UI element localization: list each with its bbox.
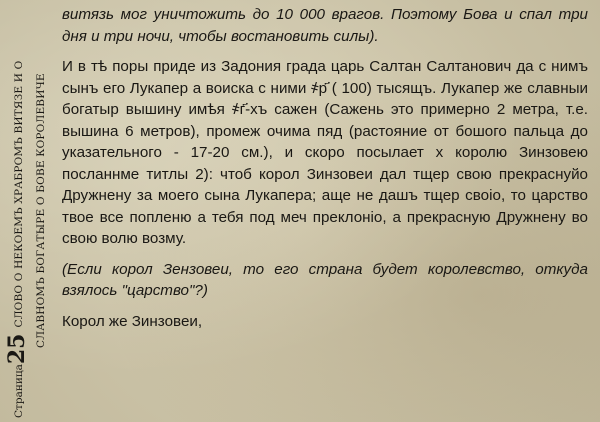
page-label: Страница xyxy=(13,364,25,418)
paragraph-2: И в тѣ поры приде из Задония града царь Салтан Салтанович да с нимъ сынъ его Лукапер а воиска с ними ҂р҃ ( 100) тысящъ. Лукапер же славныи богатыр вышину имѣя ҂г҃-хъ сажен (Сажень это примерно 2 метра, т.е. вышина 6 метров), промеж очима пяд (растояние от бошого пальца до указательного - 17-20 см.), и скоро посылает х королю Зинзовею посланнме титлы 2): чтоб корол Зинзовеи дал тщер свою прекраснуйо Дружнену за моего сына Лукапера; аще не дашъ тщер своio, то царство твое все попленю а тебя под меч преклонio, а прекрасную Дружнену во свою волю возму. xyxy=(62,58,588,247)
sidebar-rotated-text xyxy=(6,8,52,418)
paragraph-3: (Если корол Зензовеи, то его страна будет королевство, откуда взялось "царство"?) xyxy=(62,260,588,299)
paragraph-4: Корол же Зинзовеи, xyxy=(62,312,203,330)
sidebar-title-line-1: СЛОВО О НЕКОЕМЪ ХРАБРОМЪ ВИТЯЗЕ И О xyxy=(13,60,25,328)
main-text xyxy=(62,4,588,341)
sidebar-line-1 xyxy=(4,8,30,418)
page-number: 25 xyxy=(4,333,30,365)
sidebar xyxy=(0,0,58,422)
paragraph-1: витязь мог уничтожить до 10 000 врагов. Поэтому Бова и спал три дня и три ночи, чтобы востановить силы). xyxy=(62,6,588,45)
sidebar-title-line-2: СЛАВНОМЪ БОГАТЫРЕ О БОВЕ КОРОЛЕВИЧЕ xyxy=(35,73,47,348)
